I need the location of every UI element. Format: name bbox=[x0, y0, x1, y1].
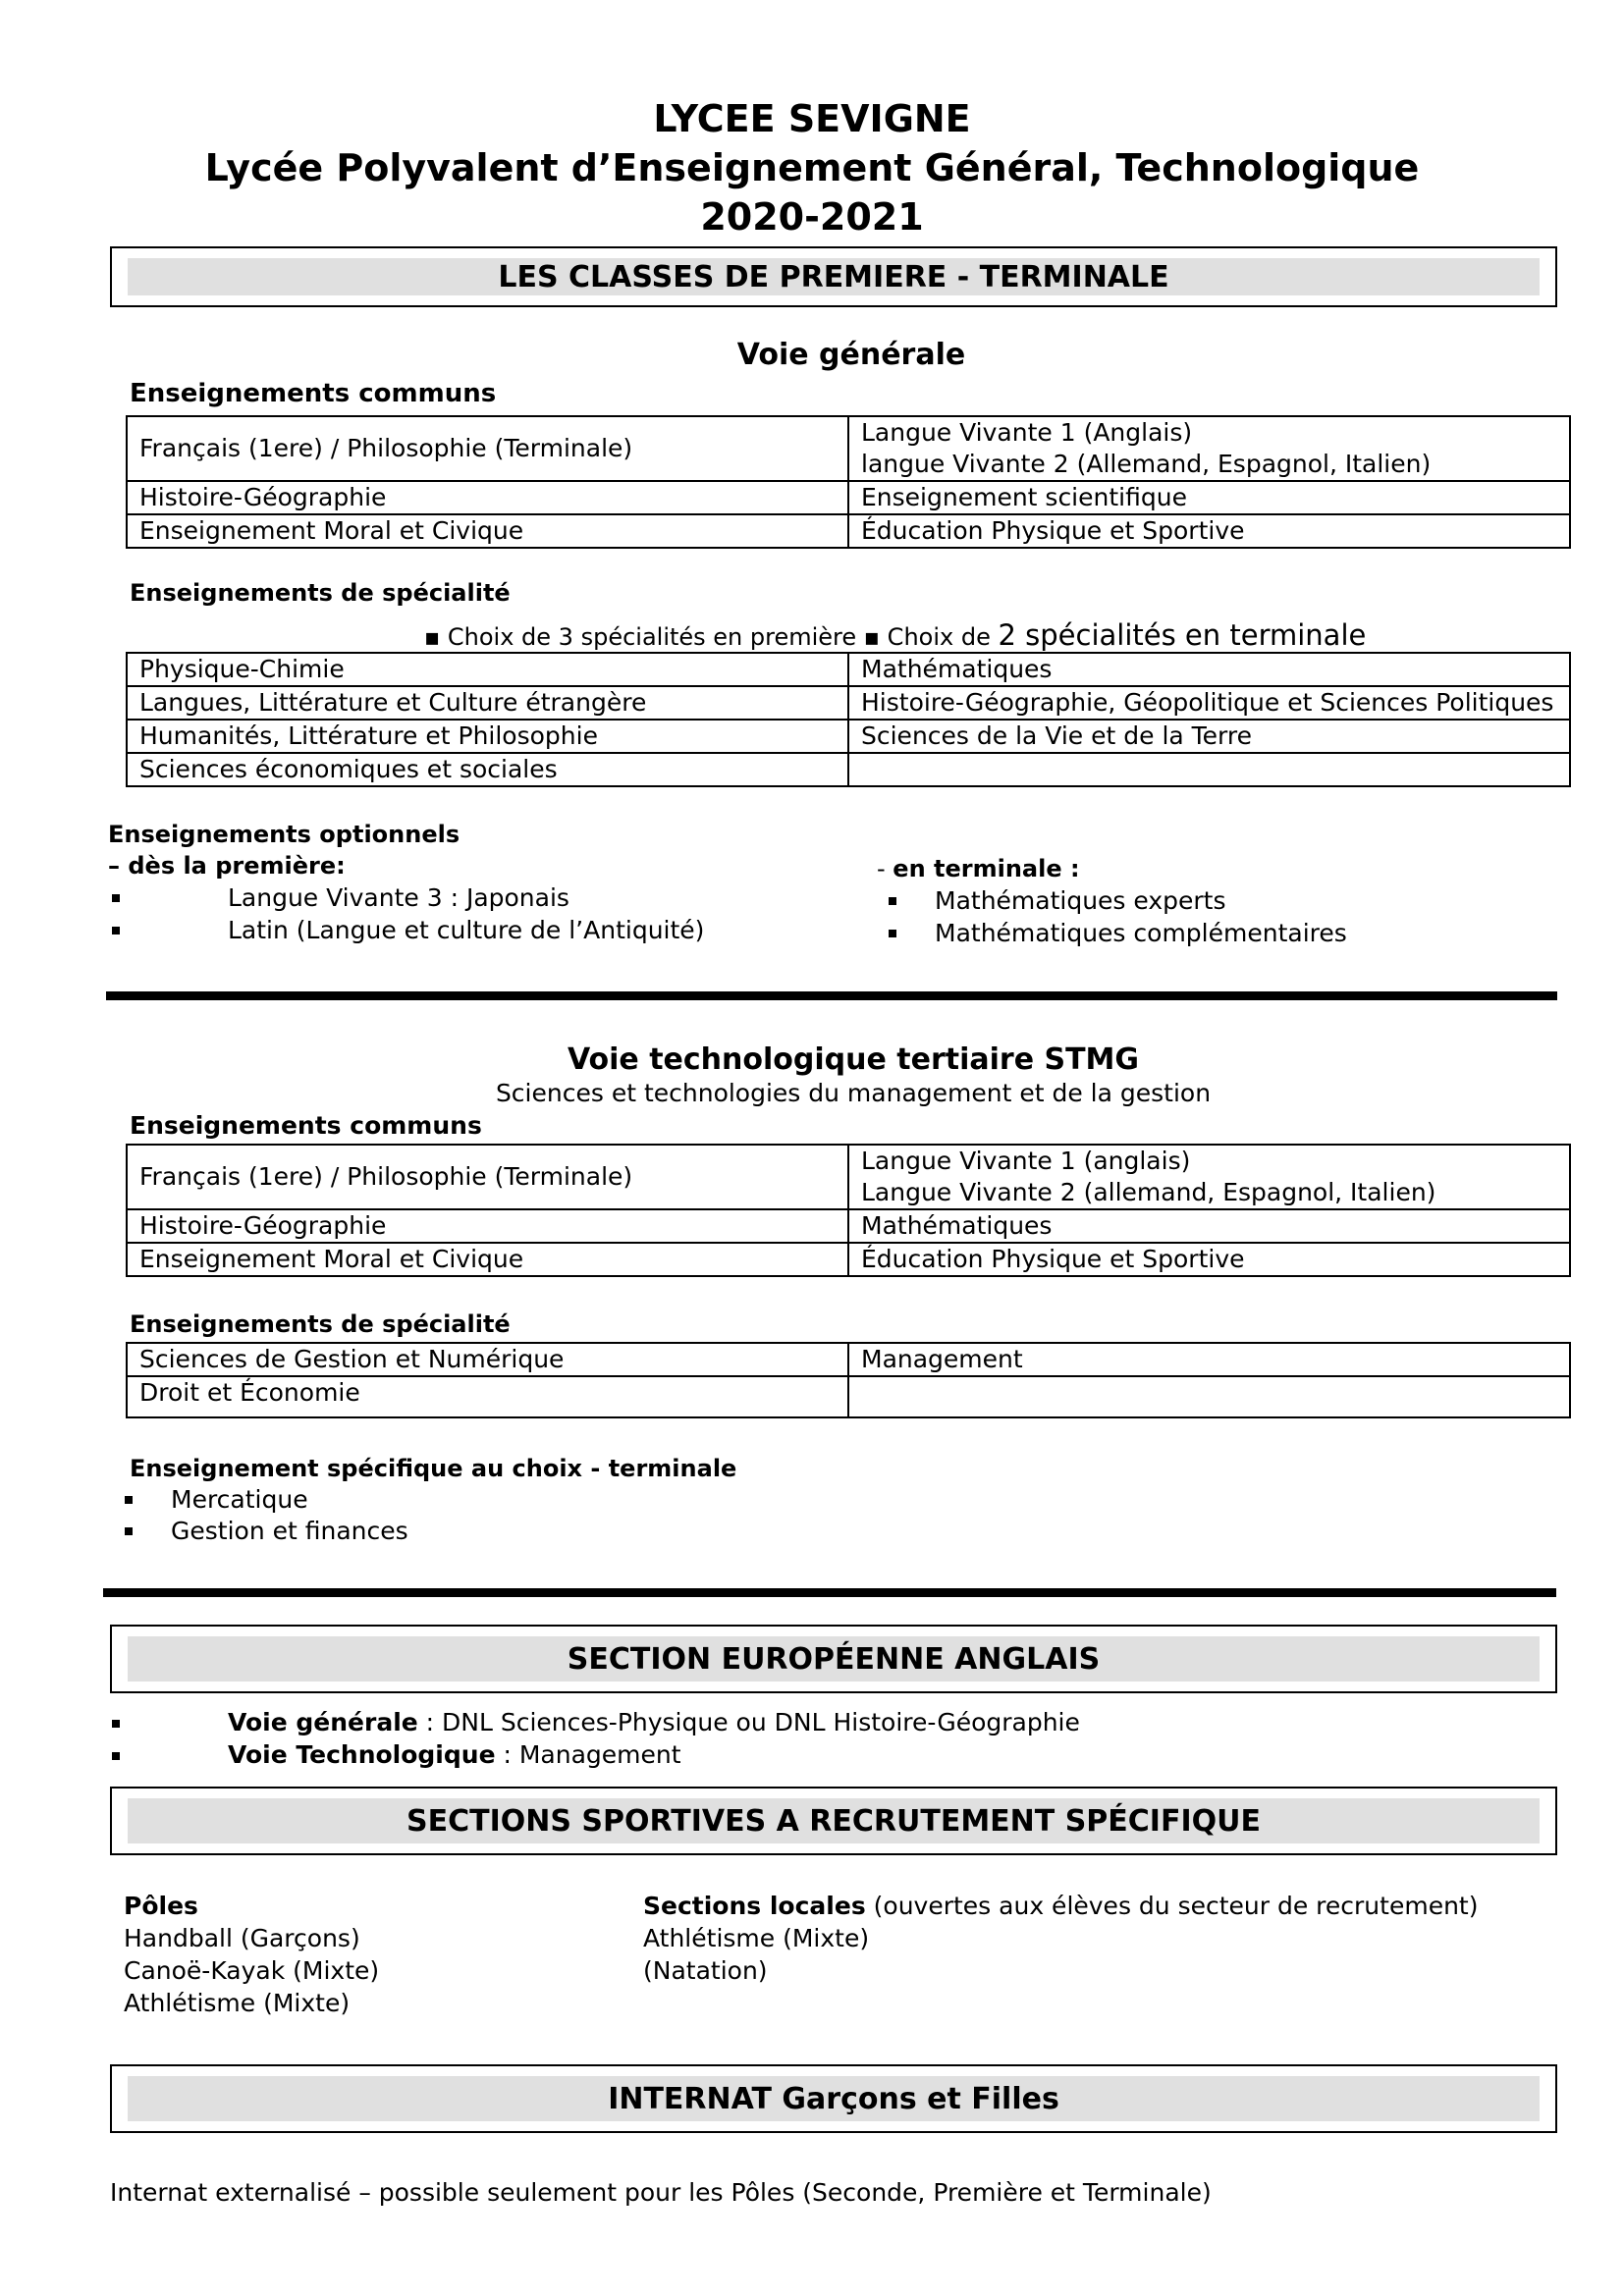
table-row bbox=[127, 1209, 1570, 1243]
bullet-icon bbox=[889, 897, 896, 905]
table-row bbox=[127, 686, 1570, 720]
classes-title: LES CLASSES DE PREMIERE - TERMINALE bbox=[128, 258, 1540, 295]
voie-techno-title: Voie technologique tertiaire STMG bbox=[567, 1042, 1140, 1077]
bullet-icon bbox=[112, 927, 120, 934]
section-divider bbox=[106, 991, 1557, 1000]
table-row bbox=[127, 416, 1570, 481]
table-cell: Langues, Littérature et Culture étrangère bbox=[127, 686, 848, 720]
vg-specialite-note: ▪ Choix de 3 spécialités en première ▪ Choix de 2 spécialités en terminale bbox=[424, 618, 1367, 652]
table-cell: Français (1ere) / Philosophie (Terminale) bbox=[127, 416, 848, 481]
table-cell: Physique-Chimie bbox=[127, 653, 848, 686]
list-item: Mathématiques experts bbox=[935, 886, 1226, 915]
list-item: Mathématiques complémentaires bbox=[935, 919, 1347, 947]
list-item: Athlétisme (Mixte) bbox=[124, 1989, 351, 2017]
classes-title-box bbox=[110, 246, 1557, 307]
internat-note: Internat externalisé – possible seulement pour les Pôles (Seconde, Première et Terminale) bbox=[110, 2178, 1212, 2207]
section-euro-box bbox=[110, 1625, 1557, 1693]
vt-communs-table bbox=[126, 1144, 1571, 1277]
list-item: Langue Vivante 3 : Japonais bbox=[228, 883, 569, 912]
table-cell: Éducation Physique et Sportive bbox=[848, 514, 1570, 548]
list-item: Athlétisme (Mixte) bbox=[643, 1924, 870, 1952]
sections-sportives-title: SECTIONS SPORTIVES A RECRUTEMENT SPÉCIFIQUE bbox=[128, 1798, 1540, 1843]
vg-specialite-table bbox=[126, 652, 1571, 787]
table-cell bbox=[848, 1376, 1570, 1417]
bullet-icon bbox=[112, 894, 120, 902]
sections-locales-label: Sections locales (ouvertes aux élèves du secteur de recrutement) bbox=[643, 1892, 1479, 1920]
section-divider bbox=[103, 1588, 1556, 1597]
vg-optionnels-label: Enseignements optionnels bbox=[108, 821, 460, 848]
table-row bbox=[127, 1243, 1570, 1276]
school-subtitle: Lycée Polyvalent d’Enseignement Général, Technologique bbox=[204, 146, 1420, 189]
table-row bbox=[127, 653, 1570, 686]
table-row bbox=[127, 1376, 1570, 1417]
list-item: Canoë-Kayak (Mixte) bbox=[124, 1956, 380, 1985]
vt-specialite-table bbox=[126, 1342, 1571, 1418]
list-item: Voie générale : DNL Sciences-Physique ou DNL Histoire-Géographie bbox=[228, 1708, 1080, 1736]
table-cell: Français (1ere) / Philosophie (Terminale) bbox=[127, 1145, 848, 1209]
list-item: Voie Technologique : Management bbox=[228, 1740, 681, 1769]
vt-communs-label: Enseignements communs bbox=[130, 1111, 482, 1140]
internat-box bbox=[110, 2064, 1557, 2133]
table-cell: Droit et Économie bbox=[127, 1376, 848, 1417]
table-row bbox=[127, 720, 1570, 753]
table-cell: Histoire-Géographie bbox=[127, 481, 848, 514]
vg-premiere-label: – dès la première: bbox=[108, 852, 346, 880]
vg-communs-table bbox=[126, 415, 1571, 549]
table-cell bbox=[848, 753, 1570, 786]
table-cell: Enseignement scientifique bbox=[848, 481, 1570, 514]
list-item: Gestion et finances bbox=[171, 1517, 408, 1545]
section-euro-title: SECTION EUROPÉENNE ANGLAIS bbox=[128, 1636, 1540, 1682]
table-cell: Mathématiques bbox=[848, 653, 1570, 686]
sections-sportives-box bbox=[110, 1787, 1557, 1855]
school-name: LYCEE SEVIGNE bbox=[653, 97, 971, 140]
table-cell: Histoire-Géographie, Géopolitique et Sciences Politiques bbox=[848, 686, 1570, 720]
table-cell: Mathématiques bbox=[848, 1209, 1570, 1243]
bullet-icon bbox=[112, 1752, 120, 1760]
voie-techno-subtitle: Sciences et technologies du management et de la gestion bbox=[495, 1079, 1212, 1107]
list-item: Mercatique bbox=[171, 1485, 308, 1514]
bullet-icon bbox=[125, 1527, 133, 1535]
bullet-icon bbox=[889, 930, 896, 937]
list-item: (Natation) bbox=[643, 1956, 768, 1985]
table-cell: Management bbox=[848, 1343, 1570, 1376]
table-row bbox=[127, 1145, 1570, 1209]
table-cell: Sciences de Gestion et Numérique bbox=[127, 1343, 848, 1376]
vt-specialite-label: Enseignements de spécialité bbox=[130, 1310, 511, 1338]
table-cell: Humanités, Littérature et Philosophie bbox=[127, 720, 848, 753]
table-cell: Histoire-Géographie bbox=[127, 1209, 848, 1243]
table-row bbox=[127, 481, 1570, 514]
poles-label: Pôles bbox=[124, 1892, 198, 1920]
vg-terminale-label: - en terminale : bbox=[877, 855, 1080, 882]
table-cell: Éducation Physique et Sportive bbox=[848, 1243, 1570, 1276]
list-item: Handball (Garçons) bbox=[124, 1924, 360, 1952]
table-cell: Langue Vivante 1 (Anglais) langue Vivante 2 (Allemand, Espagnol, Italien) bbox=[848, 416, 1570, 481]
internat-title: INTERNAT Garçons et Filles bbox=[128, 2076, 1540, 2121]
list-item: Latin (Langue et culture de l’Antiquité) bbox=[228, 916, 705, 944]
vg-communs-label: Enseignements communs bbox=[130, 379, 497, 408]
table-cell: Sciences économiques et sociales bbox=[127, 753, 848, 786]
table-row bbox=[127, 514, 1570, 548]
table-cell: Sciences de la Vie et de la Terre bbox=[848, 720, 1570, 753]
table-cell: Enseignement Moral et Civique bbox=[127, 514, 848, 548]
bullet-icon bbox=[112, 1720, 120, 1728]
table-cell: Langue Vivante 1 (anglais) Langue Vivante 2 (allemand, Espagnol, Italien) bbox=[848, 1145, 1570, 1209]
vt-specifique-label: Enseignement spécifique au choix - terminale bbox=[130, 1455, 737, 1482]
bullet-icon bbox=[125, 1496, 133, 1504]
school-year: 2020-2021 bbox=[700, 195, 924, 239]
vg-specialite-label: Enseignements de spécialité bbox=[130, 579, 511, 607]
voie-generale-title: Voie générale bbox=[736, 338, 966, 372]
table-cell: Enseignement Moral et Civique bbox=[127, 1243, 848, 1276]
table-row bbox=[127, 1343, 1570, 1376]
table-row bbox=[127, 753, 1570, 786]
